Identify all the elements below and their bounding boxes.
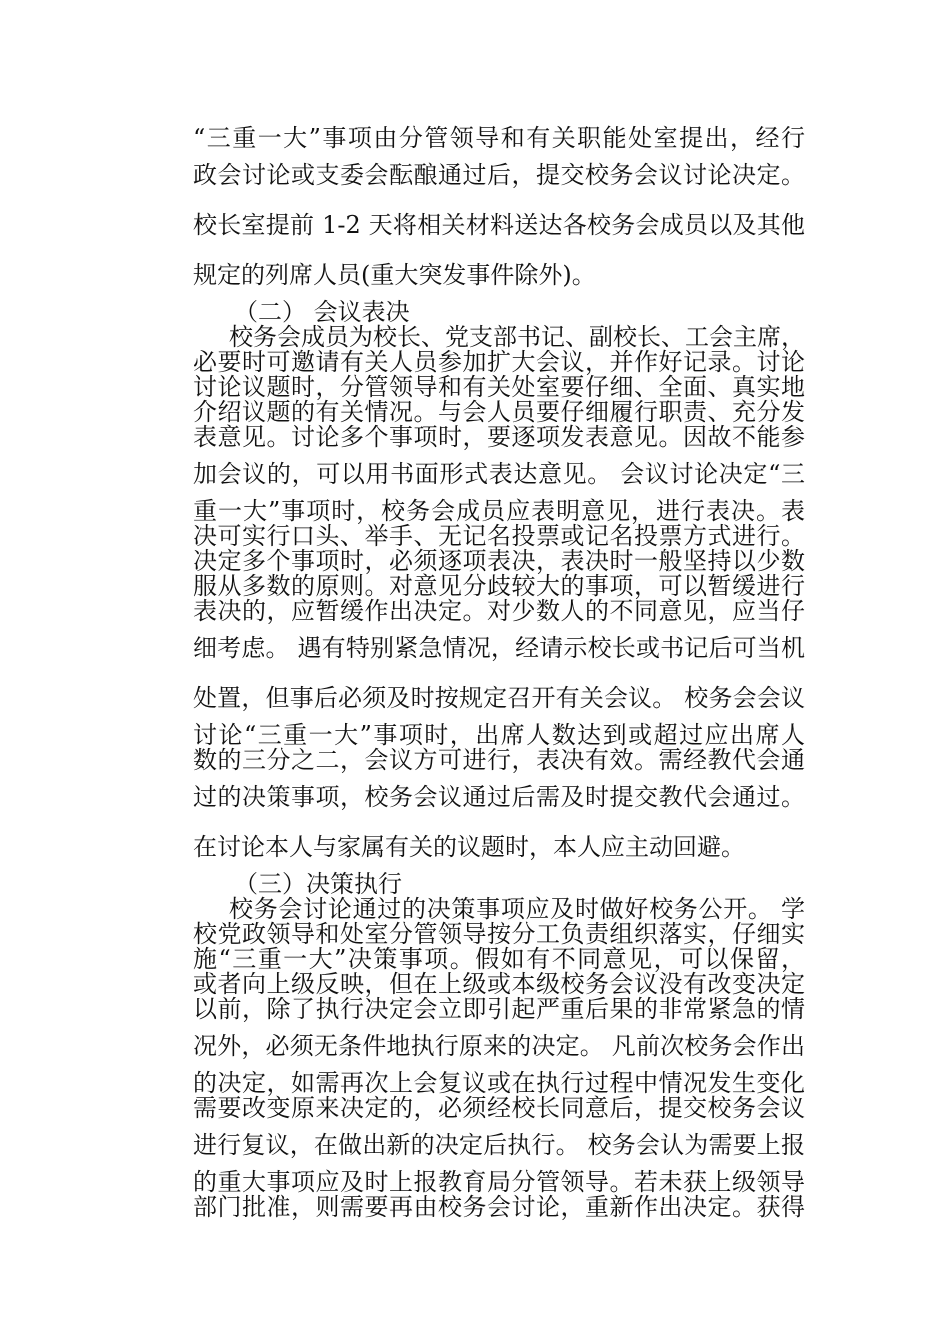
text-line: 处置，但事后必须及时按规定召开有关会议。 校务会会议 [193,684,805,712]
text-line: 决可实行口头、举手、无记名投票或记名投票方式进行。 [193,522,805,550]
text-line: 校长室提前 1-2 天将相关材料送达各校务会成员以及其他 [193,211,805,239]
text-line: 服从多数的原则。对意见分歧较大的事项，可以暂缓进行 [193,572,805,600]
text-line: 规定的列席人员(重大突发事件除外)。 [193,261,596,289]
paragraph-first-line: 校务会成员为校长、党支部书记、副校长、工会主席， [229,323,805,351]
section-heading: （二） 会议表决 [234,298,410,326]
text-line: 表意见。讨论多个事项时，要逐项发表意见。因故不能参 [193,423,805,451]
text-line: 政会讨论或支委会酝酿通过后，提交校务会议讨论决定。 [193,161,805,189]
text-line: 加会议的，可以用书面形式表达意见。 会议讨论决定“三 [193,460,805,488]
text-line: 表决的，应暂缓作出决定。对少数人的不同意见，应当仔 [193,597,805,625]
text-line: 况外，必须无条件地执行原来的决定。 凡前次校务会作出 [193,1032,805,1060]
text-line: 过的决策事项，校务会议通过后需及时提交教代会通过。 [193,783,805,811]
text-line: 在讨论本人与家属有关的议题时，本人应主动回避。 [193,833,745,861]
section-heading: （三）决策执行 [234,870,402,898]
text-line: 的重大事项应及时上报教育局分管领导。若未获上级领导 [193,1168,805,1196]
text-line: 介绍议题的有关情况。与会人员要仔细履行职责、充分发 [193,398,805,426]
text-line: 必要时可邀请有关人员参加扩大会议，并作好记录。讨论 [193,348,805,376]
text-line: 进行复议，在做出新的决定后执行。 校务会认为需要上报 [193,1131,805,1159]
text-line: 需要改变原来决定的，必须经校长同意后，提交校务会议 [193,1094,805,1122]
text-line: 以前，除了执行决定会立即引起严重后果的非常紧急的情 [193,995,805,1023]
text-line: 的决定，如需再次上会复议或在执行过程中情况发生变化 [193,1069,805,1097]
text-line: 施“三重一大”决策事项。假如有不同意见，可以保留， [193,945,805,973]
text-line: 或者向上级反映，但在上级或本级校务会议没有改变决定 [193,970,805,998]
text-line: 重一大”事项时，校务会成员应表明意见，进行表决。表 [193,497,805,525]
text-line: 部门批准，则需要再由校务会讨论，重新作出决定。获得 [193,1193,805,1221]
text-line: 数的三分之二，会议方可进行，表决有效。需经教代会通 [193,746,805,774]
text-line: 讨论议题时，分管领导和有关处室要仔细、全面、真实地 [193,373,805,401]
text-line: “三重一大”事项由分管领导和有关职能处室提出，经行 [193,124,805,152]
text-line: 校党政领导和处室分管领导按分工负责组织落实，仔细实 [193,920,805,948]
text-line: 讨论“三重一大”事项时，出席人数达到或超过应出席人 [193,721,805,749]
text-line: 决定多个事项时，必须逐项表决，表决时一般坚持以少数 [193,547,805,575]
text-line: 细考虑。 遇有特别紧急情况，经请示校长或书记后可当机 [193,634,805,662]
paragraph-first-line: 校务会讨论通过的决策事项应及时做好校务公开。 学 [229,895,805,923]
